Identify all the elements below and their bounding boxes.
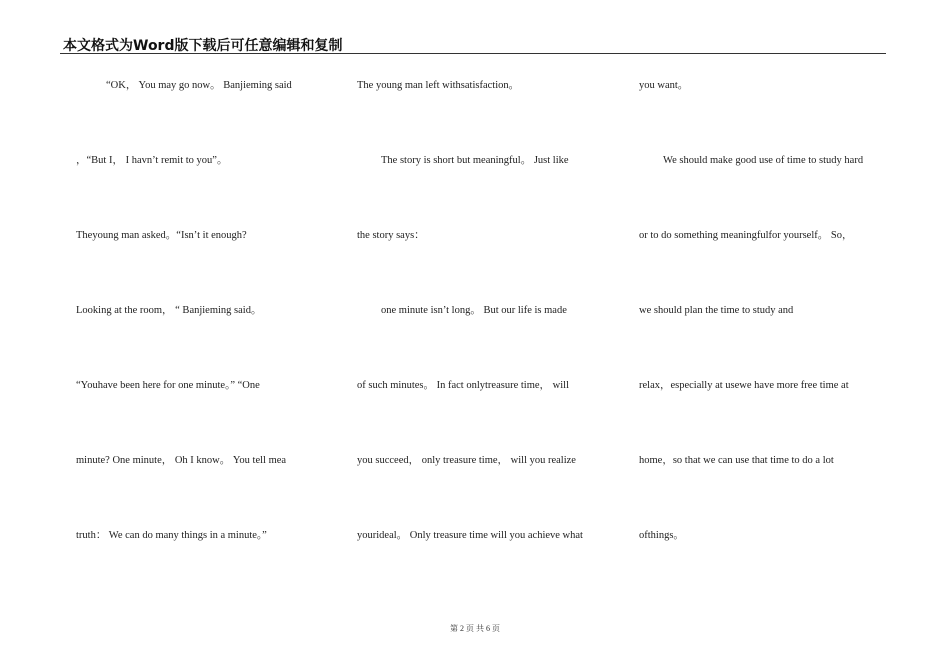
text-line: ，“But I， I havn’t remit to you”。	[76, 155, 228, 166]
text-line: of such minutes。 In fact onlytreasure time， will	[357, 380, 569, 391]
text-line: Looking at the room， “ Banjieming said。	[76, 305, 262, 316]
text-line: ofthings。	[639, 530, 684, 541]
text-line: home，so that we can use that time to do a lot	[639, 455, 834, 466]
text-line: or to do something meaningfulfor yourself。 So，	[639, 230, 853, 241]
text-line: the story says：	[357, 230, 425, 241]
text-line: we should plan the time to study and	[639, 305, 794, 316]
text-line: relax，especially at usewe have more free time at	[639, 380, 849, 391]
document-header-title: 本文格式为Word版下载后可任意编辑和复制	[63, 38, 343, 54]
text-line: “OK， You may go now。 Banjieming said	[106, 80, 292, 91]
text-line: Theyoung man asked。“Isn’t it enough?	[76, 230, 247, 241]
text-line: We should make good use of time to study hard	[663, 155, 864, 166]
text-line: yourideal。 Only treasure time will you achieve what	[357, 530, 583, 541]
text-line: one minute isn’t long。 But our life is made	[381, 305, 567, 316]
header-divider	[60, 53, 886, 54]
text-line: “Youhave been here for one minute。” “One	[76, 380, 260, 391]
text-line: you succeed， only treasure time， will you realize	[357, 455, 576, 466]
text-line: minute? One minute， Oh I know。 You tell mea	[76, 455, 287, 466]
page-number-footer: 第 2 页 共 6 页	[450, 624, 500, 633]
text-line: you want。	[639, 80, 689, 91]
text-line: truth： We can do many things in a minute。”	[76, 530, 267, 541]
text-line: The young man left withsatisfaction。	[357, 80, 520, 91]
text-line: The story is short but meaningful。 Just like	[381, 155, 569, 166]
